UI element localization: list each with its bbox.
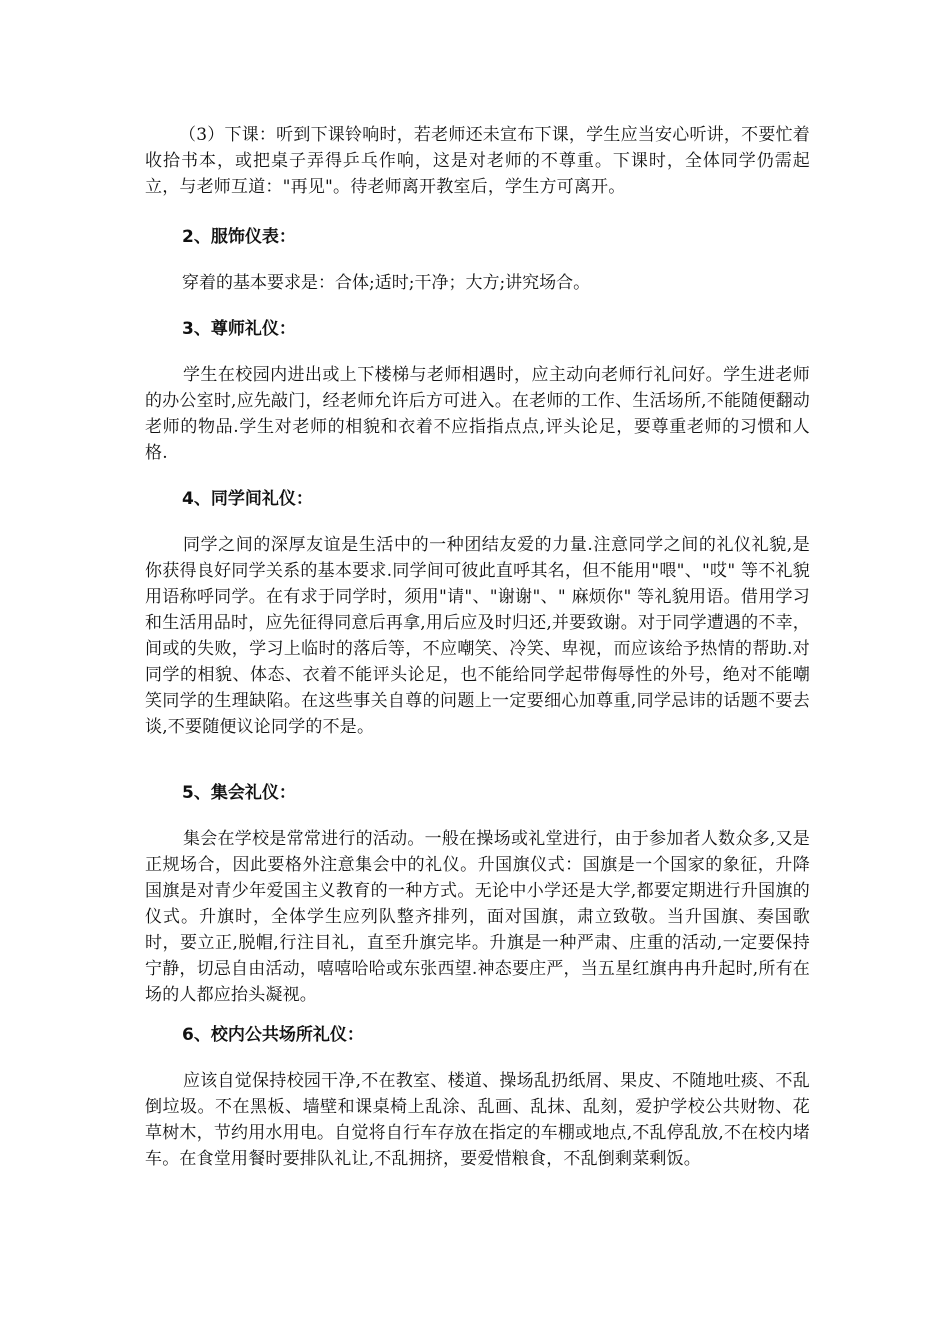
teacher-text: 学生在校园内进出或上下楼梯与老师相遇时，应主动向老师行礼问好。学生进老师的办公室时,应先敲门，经老师允许后方可进入。在老师的工作、生活场所,不能随便翻动老师的物品.学生对老师的相貌和衣着不应指指点点,评头论足，要尊重老师的习惯和人格. — [145, 365, 810, 463]
teacher-paragraph — [145, 362, 810, 466]
dress-heading: 2、服饰仪表： — [182, 227, 296, 247]
assembly-heading: 5、集会礼仪： — [182, 783, 296, 803]
teacher-heading: 3、尊师礼仪： — [182, 319, 296, 339]
dress-text: 穿着的基本要求是：合体;适时;干净；大方;讲究场合。 — [182, 273, 591, 293]
classmates-heading: 4、同学间礼仪： — [182, 489, 313, 509]
assembly-text: 集会在学校是常常进行的活动。一般在操场或礼堂进行，由于参加者人数众多,又是正规场合，因此要格外注意集会中的礼仪。升国旗仪式：国旗是一个国家的象征，升降国旗是对青少年爱国主义教育的一种方式。无论中小学还是大学,都要定期进行升国旗的仪式。升旗时，全体学生应列队整齐排列，面对国旗，肃立致敬。当升国旗、奏国歌时，要立正,脱帽,行注目礼，直至升旗完毕。升旗是一种严肃、庄重的活动,一定要保持宁静，切忌自由活动，嘻嘻哈哈或东张西望.神态要庄严，当五星红旗冉冉升起时,所有在场的人都应抬头凝视。 — [145, 829, 810, 1005]
class-end-text: （3）下课：听到下课铃响时，若老师还未宣布下课，学生应当安心听讲，不要忙着收拾书本，或把桌子弄得乒乓作响，这是对老师的不尊重。下课时，全体同学仍需起立，与老师互道："再见"。待老师离开教室后，学生方可离开。 — [145, 125, 810, 197]
assembly-paragraph — [145, 826, 810, 1008]
classmates-paragraph — [145, 532, 810, 740]
public-text: 应该自觉保持校园干净,不在教室、楼道、操场乱扔纸屑、果皮、不随地吐痰、不乱倒垃圾。不在黑板、墙壁和课桌椅上乱涂、乱画、乱抹、乱刻，爱护学校公共财物、花草树木，节约用水用电。自觉将自行车存放在指定的车棚或地点,不乱停乱放,不在校内堵车。在食堂用餐时要排队礼让,不乱拥挤，要爱惜粮食，不乱倒剩菜剩饭。 — [145, 1071, 810, 1169]
public-paragraph — [145, 1068, 810, 1172]
class-end-paragraph — [145, 122, 810, 200]
public-heading: 6、校内公共场所礼仪： — [182, 1025, 364, 1045]
classmates-text: 同学之间的深厚友谊是生活中的一种团结友爱的力量.注意同学之间的礼仪礼貌,是你获得良好同学关系的基本要求.同学间可彼此直呼其名，但不能用"喂"、"哎" 等不礼貌用语称呼同学。在有求于同学时，须用"请"、"谢谢"、" 麻烦你" 等礼貌用语。借用学习和生活用品时，应先征得同意后再拿,用后应及时归还,并要致谢。对于同学遭遇的不幸，间或的失败，学习上临时的落后等，不应嘲笑、冷笑、卑视，而应该给予热情的帮助.对同学的相貌、体态、衣着不能评头论足，也不能给同学起带侮辱性的外号，绝对不能嘲笑同学的生理缺陷。在这些事关自尊的问题上一定要细心加尊重,同学忌讳的话题不要去谈,不要随便议论同学的不是。 — [145, 535, 810, 737]
